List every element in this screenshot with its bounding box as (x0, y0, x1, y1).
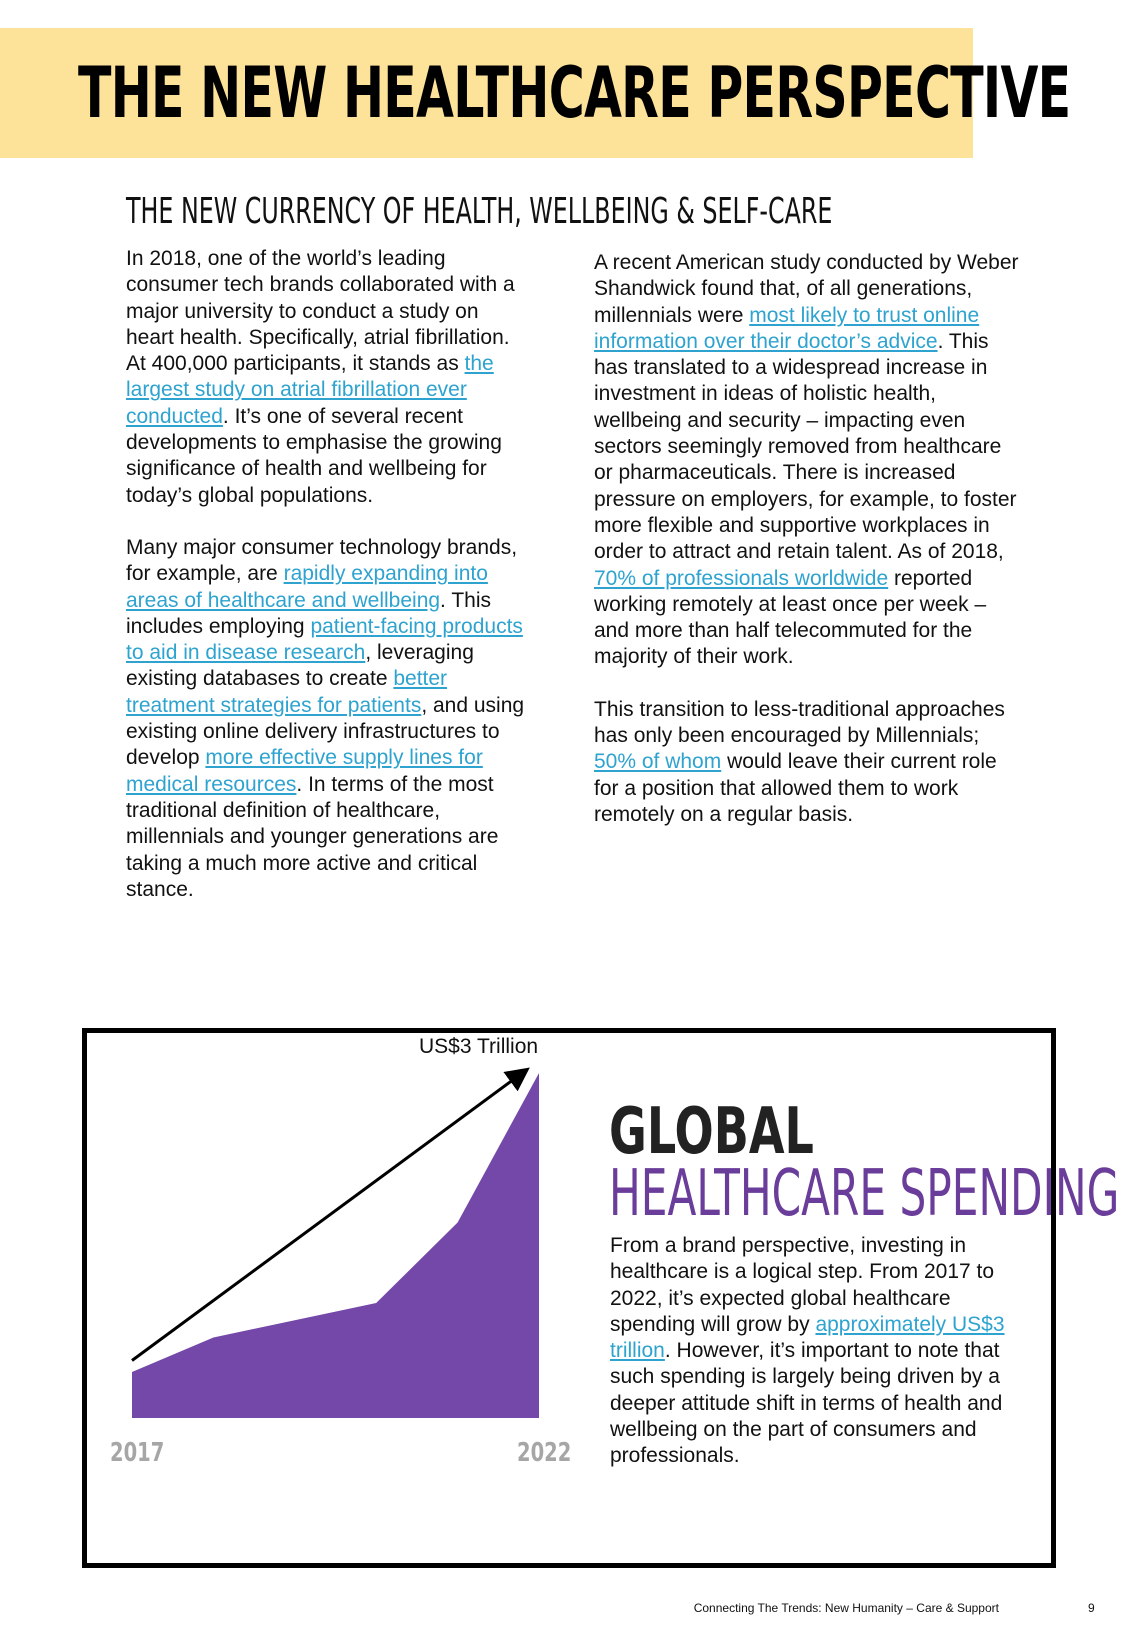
paragraph-gap (594, 671, 1024, 697)
text-run: From a brand perspective, investing in healthcare is a logical step. From 2017 to 2022, it’s expected global healthcare spending will grow by (610, 1234, 995, 1336)
link-largest-study[interactable]: the largest study on atrial fibrillation ever conducted (126, 352, 494, 428)
text-run: Many major consumer technology brands, for example, are (126, 535, 518, 586)
callout-title-healthcare-spending: HEALTHCARE SPENDING (609, 1157, 1120, 1231)
text-run: A recent American study conducted by Weber Shandwick found that, of all generations, millennials were (594, 251, 1019, 327)
text-run: reported working remotely at least once per week – and more than half telecommuted for the majority of their work. (594, 566, 987, 669)
x-tick-label-end: 2022 (517, 1438, 572, 1468)
footer-text: Connecting The Trends: New Humanity – Care & Support (693, 1601, 999, 1615)
text-run: would leave their current role for a position that allowed them to work remotely on a regular basis. (594, 750, 997, 826)
section-heading: THE NEW CURRENCY OF HEALTH, WELLBEING & SELF-CARE (126, 191, 833, 232)
spending-area (132, 1073, 539, 1418)
page-number: 9 (1088, 1601, 1095, 1615)
paragraph-gap (126, 509, 531, 535)
left-column (126, 246, 531, 903)
text-run: , and using existing online delivery infrastructures to develop (126, 693, 525, 770)
text-run: . It’s one of several recent developments to emphasise the growing significance of health and wellbeing for today’s global populations. (126, 404, 502, 507)
left-paragraph-2 (126, 535, 531, 903)
link-approximately-3-trillion[interactable]: approximately US$3 trillion (610, 1312, 1005, 1363)
text-run: . However, it’s important to note that such spending is largely being driven by a deeper attitude shift in terms of health and wellbeing on the part of consumers and professionals. (610, 1339, 1003, 1468)
chart-annotation-label: US$3 Trillion (419, 1035, 539, 1058)
page-title: THE NEW HEALTHCARE PERSPECTIVE (78, 52, 1071, 134)
right-column (594, 250, 1024, 828)
link-70-percent-professionals[interactable]: 70% of professionals worldwide (594, 566, 889, 590)
link-supply-lines[interactable]: more effective supply lines for medical resources (126, 746, 483, 796)
text-run: . This includes employing (126, 588, 492, 638)
text-run: . This has translated to a widespread increase in investment in ideas of holistic health, wellbeing and security – impacting even sectors seemingly removed from healthcare or pharmaceuticals. There is increased pressure on employers, for example, to foster more flexible and supportive workplaces in order to attract and retain talent. As of 2018, (594, 329, 1017, 564)
link-trust-online-information[interactable]: most likely to trust online information over their doctor’s advice (594, 303, 980, 353)
text-run: , leveraging existing databases to create (126, 641, 474, 691)
link-better-treatment[interactable]: better treatment strategies for patients (126, 667, 448, 717)
spending-callout-box (82, 1028, 1120, 1568)
right-paragraph-2 (594, 697, 1024, 828)
link-rapidly-expanding[interactable]: rapidly expanding into areas of healthcare and wellbeing (126, 562, 488, 612)
text-run: . In terms of the most traditional definition of healthcare, millennials and younger generations are taking a much more active and critical stance. (126, 772, 499, 901)
link-patient-facing-products[interactable]: patient-facing products to aid in disease research (126, 614, 523, 665)
callout-title-global: GLOBAL (609, 1095, 814, 1169)
title-banner (0, 28, 1071, 158)
text-run: In 2018, one of the world’s leading consumer tech brands collaborated with a major university to conduct a study on heart health. Specifically, atrial fibrillation. At 400,000 participants, it stands as (126, 247, 515, 376)
link-50-percent-of-whom[interactable]: 50% of whom (594, 750, 722, 774)
left-paragraph-1 (126, 246, 531, 509)
callout-body-text (610, 1233, 1010, 1470)
text-run: This transition to less-traditional approaches has only been encouraged by Millennials; (594, 697, 1005, 748)
right-paragraph-1 (594, 250, 1024, 671)
x-tick-label-start: 2017 (110, 1438, 165, 1468)
